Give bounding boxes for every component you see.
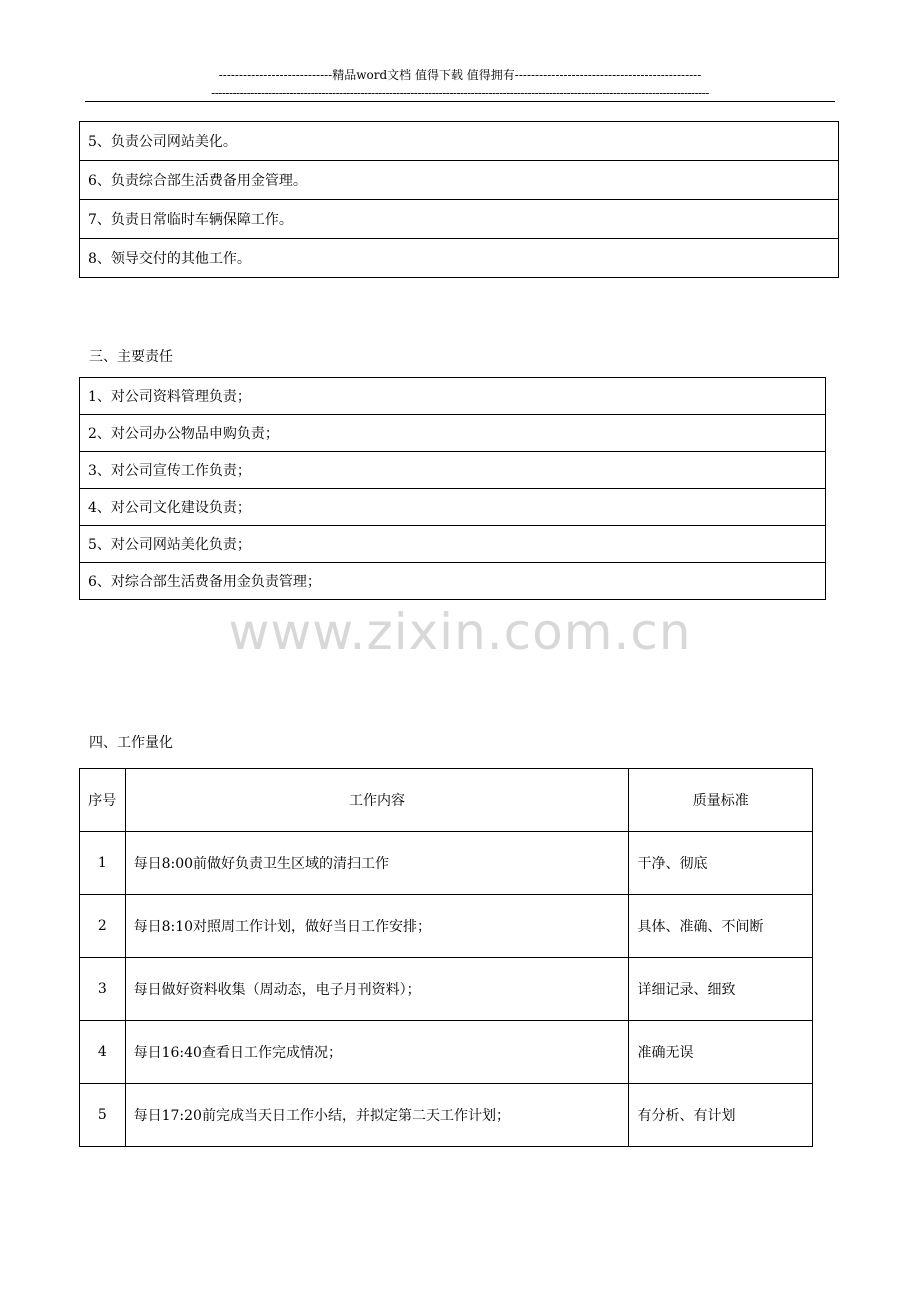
- table-row: [80, 563, 826, 600]
- section-title-work-quantification: 四、工作量化: [89, 735, 173, 751]
- row-standard: 干净、彻底: [629, 832, 813, 895]
- table-row: [80, 832, 813, 895]
- row-standard: 准确无误: [629, 1021, 813, 1084]
- header-standard: 质量标准: [629, 769, 813, 832]
- row-standard: 有分析、有计划: [629, 1084, 813, 1147]
- responsibilities-table: [79, 377, 826, 600]
- duty-item: 8、领导交付的其他工作。: [80, 239, 839, 278]
- duties-table-continued: [79, 121, 839, 278]
- row-number: 3: [80, 958, 126, 1021]
- row-standard: 具体、准确、不间断: [629, 895, 813, 958]
- row-number: 4: [80, 1021, 126, 1084]
- duty-item: 5、负责公司网站美化。: [80, 122, 839, 161]
- row-number: 1: [80, 832, 126, 895]
- header-content: 工作内容: [125, 769, 629, 832]
- responsibility-item: 5、对公司网站美化负责；: [80, 526, 826, 563]
- table-row: [80, 378, 826, 415]
- watermark: www.zixin.com.cn: [228, 603, 692, 661]
- table-row: [80, 1084, 813, 1147]
- page-header-banner: ----------------------------精品word文档 值得下载 值得拥有----------------------------------------------: [218, 68, 702, 82]
- table-header-row: [80, 769, 813, 832]
- section-title-responsibilities: 三、主要责任: [89, 349, 173, 365]
- table-row: [80, 489, 826, 526]
- table-row: [80, 239, 839, 278]
- responsibility-item: 1、对公司资料管理负责；: [80, 378, 826, 415]
- header-rule: [85, 101, 835, 102]
- table-row: [80, 958, 813, 1021]
- page-header-dashes: --------------------------------------------------------------------------------------------------------------------------------------------: [211, 86, 709, 100]
- responsibility-item: 6、对综合部生活费备用金负责管理；: [80, 563, 826, 600]
- row-number: 2: [80, 895, 126, 958]
- work-quantification-table: [79, 768, 813, 1147]
- table-row: [80, 161, 839, 200]
- row-content: 每日做好资料收集（周动态，电子月刊资料）；: [125, 958, 629, 1021]
- table-row: [80, 122, 839, 161]
- table-row: [80, 526, 826, 563]
- duty-item: 7、负责日常临时车辆保障工作。: [80, 200, 839, 239]
- row-content: 每日16:40查看日工作完成情况；: [125, 1021, 629, 1084]
- row-content: 每日17:20前完成当天日工作小结，并拟定第二天工作计划；: [125, 1084, 629, 1147]
- row-standard: 详细记录、细致: [629, 958, 813, 1021]
- table-row: [80, 1021, 813, 1084]
- table-row: [80, 415, 826, 452]
- header-number: 序号: [80, 769, 126, 832]
- table-row: [80, 452, 826, 489]
- responsibility-item: 3、对公司宣传工作负责；: [80, 452, 826, 489]
- row-number: 5: [80, 1084, 126, 1147]
- table-row: [80, 200, 839, 239]
- row-content: 每日8:00前做好负责卫生区域的清扫工作: [125, 832, 629, 895]
- responsibility-item: 2、对公司办公物品申购负责；: [80, 415, 826, 452]
- row-content: 每日8:10对照周工作计划，做好当日工作安排；: [125, 895, 629, 958]
- table-row: [80, 895, 813, 958]
- duty-item: 6、负责综合部生活费备用金管理。: [80, 161, 839, 200]
- responsibility-item: 4、对公司文化建设负责；: [80, 489, 826, 526]
